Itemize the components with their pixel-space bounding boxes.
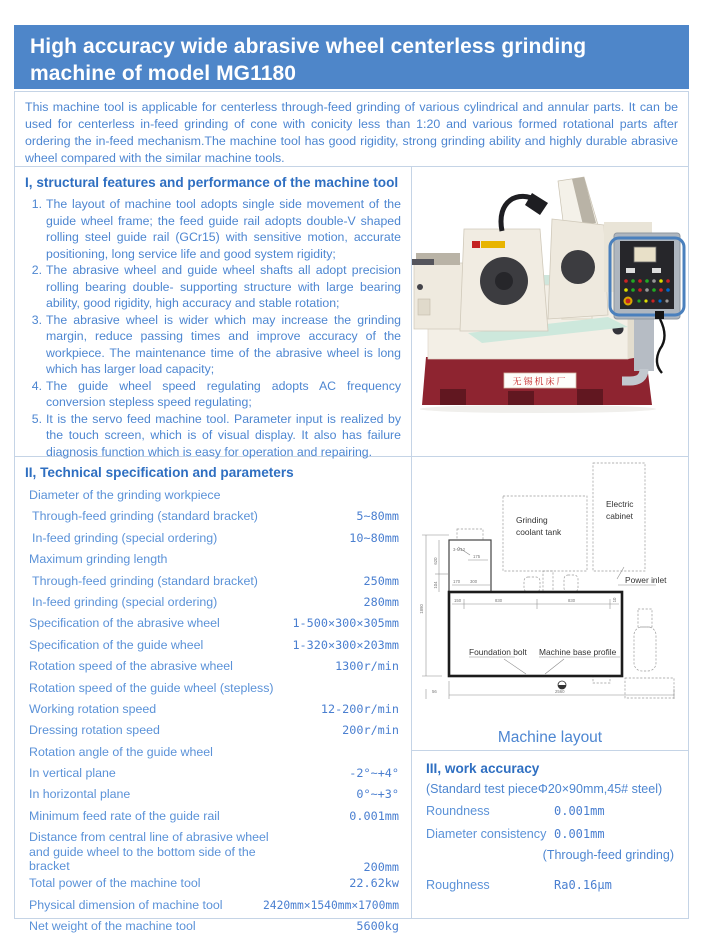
spec-row: [25, 636, 401, 657]
spec-label: Distance from central line of abrasive wheel and guide wheel to the bottom side of the bracket: [29, 830, 269, 874]
page-title: High accuracy wide abrasive wheel centerless grinding machine of model MG1180: [30, 35, 587, 85]
label-electric-cabinet-2: cabinet: [606, 511, 634, 521]
spec-row: [25, 507, 401, 528]
accuracy-label: Diameter consistency: [426, 826, 547, 841]
spec-row: [25, 614, 401, 635]
dim-175: 175: [473, 554, 481, 559]
spec-row: [25, 785, 401, 806]
dim-2560: 2560: [555, 689, 565, 694]
spec-value: 1300r/min: [335, 659, 399, 674]
label-coolant-tank-2: coolant tank: [516, 527, 562, 537]
spec-row: [25, 679, 401, 700]
section1-heading: I, structural features and performance of the machine tool: [25, 175, 399, 190]
section-structural-features: [15, 167, 411, 457]
section-technical-specification: [15, 457, 411, 938]
section3-heading: III, work accuracy: [426, 761, 540, 776]
spec-value: 0.001mm: [349, 808, 399, 823]
spec-row: [25, 721, 401, 742]
spec-label: Net weight of the machine tool: [29, 918, 196, 933]
intro-paragraph: This machine tool is applicable for centerless through-feed grinding of various cylindrical and annular parts. It can be used for centerless in-feed grinding of cone with conicity less than 1:20 and various formed rotational parts after ordering the in-feed mechanism.The machine tool has good rigidity, strong grinding ability and highly durable abrasive wheel compared with the similar machine tools.: [14, 91, 689, 167]
spec-row: [25, 700, 401, 721]
content-area: [14, 25, 689, 933]
spec-row: [25, 486, 401, 507]
spec-row: [25, 657, 401, 678]
feature-number: 5.: [31, 411, 42, 426]
section2-heading: II, Technical specification and parameters: [25, 465, 294, 480]
title-banner: [14, 25, 689, 89]
spec-label: In-feed grinding (special ordering): [32, 594, 218, 609]
label-foundation-bolt: Foundation bolt: [469, 647, 527, 657]
feature-number: 3.: [31, 312, 42, 327]
spec-row: [25, 764, 401, 785]
spec-value: 280mm: [363, 594, 399, 609]
spec-row: [25, 917, 401, 938]
spec-row: [25, 743, 401, 764]
machine-layout-diagram: [412, 459, 688, 723]
dim-150: 150: [454, 598, 462, 603]
spec-row: [25, 807, 401, 828]
spec-label: Through-feed grinding (standard bracket): [32, 509, 258, 524]
spec-label: Through-feed grinding (standard bracket): [32, 573, 258, 588]
spec-label: In-feed grinding (special ordering): [32, 530, 218, 545]
spec-label: Rotation speed of the abrasive wheel: [29, 659, 233, 674]
accuracy-note: (Through-feed grinding): [542, 847, 674, 862]
dim-1890: 1890: [419, 604, 424, 614]
layout-caption: Machine layout: [497, 729, 603, 746]
spec-table: [25, 486, 401, 938]
spec-row: [25, 529, 401, 550]
spec-row: [25, 593, 401, 614]
dim-56: 56: [432, 689, 437, 694]
spec-label: Total power of the machine tool: [29, 876, 201, 891]
accuracy-label: Roughness: [426, 877, 490, 892]
feature-text: The guide wheel speed regulating adopts AC frequency conversion stepless speed regulating;: [46, 378, 401, 410]
spec-row: [25, 828, 401, 874]
accuracy-row: [426, 878, 676, 892]
spec-value: 2420mm×1540mm×1700mm: [262, 898, 399, 912]
right-column: [412, 167, 688, 918]
dim-300: 300: [470, 579, 478, 584]
dim-104: 104: [433, 581, 438, 589]
machine-photo: [412, 167, 688, 435]
label-electric-cabinet: Electric: [606, 499, 634, 509]
dim-830a: 830: [495, 598, 503, 603]
feature-item: [25, 262, 401, 312]
spec-value: 250mm: [363, 573, 399, 588]
feature-number: 2.: [31, 263, 42, 278]
spec-label: Rotation angle of the guide wheel: [29, 744, 213, 759]
dim-620: 620: [433, 557, 438, 565]
spec-label: Minimum feed rate of the guide rail: [29, 808, 220, 823]
spec-value: 0°~+3°: [356, 787, 399, 802]
label-power-inlet: Power inlet: [625, 575, 667, 585]
dim-170: 170: [453, 579, 461, 584]
feature-number: 1.: [31, 196, 42, 211]
spec-label: Working rotation speed: [29, 701, 157, 716]
spec-row: [25, 550, 401, 571]
spec-row: [25, 874, 401, 895]
spec-value: 5~80mm: [356, 509, 399, 524]
spec-value: 12-200r/min: [320, 701, 399, 716]
spec-label: Specification of the abrasive wheel: [29, 616, 220, 631]
spec-value: 200r/min: [342, 723, 399, 738]
spec-label: Diameter of the grinding workpiece: [29, 487, 221, 502]
left-column: [15, 167, 412, 933]
feature-text: The layout of machine tool adopts single side movement of the guide wheel frame; the feed guide rail adopts double-V shaped rolling steel guide rail (GCr15) with sensitive motion, accurate positioning, long service life and good system rigidity;: [46, 196, 401, 261]
feature-item: [25, 312, 401, 378]
main-frame: [14, 167, 689, 933]
spec-value: 200mm: [363, 860, 399, 875]
label-coolant-tank: Grinding: [516, 515, 548, 525]
spec-label: Dressing rotation speed: [29, 723, 160, 738]
feature-text: It is the servo feed machine tool. Parameter input is realized by the touch screen, which is of visual display. It also has failure diagnosis function which is easy for operation and repairing.: [46, 411, 401, 459]
spec-label: Maximum grinding length: [29, 552, 168, 567]
nameplate-text: 无锡机床厂: [512, 376, 568, 387]
dim-bolt-spec: 3-M12: [453, 547, 466, 552]
spec-value: -2°~+4°: [349, 766, 399, 781]
accuracy-value: 0.001mm: [554, 803, 605, 818]
spec-row: [25, 572, 401, 593]
spec-value: 5600kg: [356, 918, 399, 933]
section-work-accuracy: [412, 751, 688, 918]
accuracy-value: Ra0.16μm: [554, 877, 612, 892]
spec-label: In horizontal plane: [29, 787, 131, 802]
machine-layout-panel: [412, 457, 688, 751]
accuracy-subtitle: (Standard test pieceΦ20×90mm,45# steel): [426, 781, 663, 796]
spec-label: Rotation speed of the guide wheel (stepless): [29, 680, 274, 695]
feature-number: 4.: [31, 378, 42, 393]
feature-item: [25, 411, 401, 461]
spec-value: 1-500×300×305mm: [292, 616, 399, 631]
accuracy-label: Roundness: [426, 803, 490, 818]
spec-label: Specification of the guide wheel: [29, 637, 204, 652]
spec-value: 1-320×300×203mm: [292, 637, 399, 652]
dim-830b: 830: [568, 598, 576, 603]
spec-row: [25, 896, 401, 917]
spec-value: 10~80mm: [349, 530, 399, 545]
machine-photo-panel: [412, 167, 688, 457]
spec-value: 22.62kw: [349, 876, 399, 891]
spec-label: Physical dimension of machine tool: [29, 897, 223, 912]
feature-text: The abrasive wheel is wider which may increase the grinding margin, reduce passing times and improve accuracy of the workpiece. The maintenance time of the abrasive wheel is long which has larger load capacity;: [46, 312, 401, 377]
feature-text: The abrasive wheel and guide wheel shafts all adopt precision rolling bearing double- supporting structure with large bearing ability, good rigidity, high accuracy and stable rotation;: [46, 263, 401, 311]
accuracy-row: [426, 827, 676, 841]
label-base-profile: Machine base profile: [539, 647, 617, 657]
spec-label: In vertical plane: [29, 766, 116, 781]
accuracy-row: [426, 804, 676, 818]
accuracy-value: 0.001mm: [554, 826, 605, 841]
feature-item: [25, 196, 401, 262]
feature-item: [25, 378, 401, 411]
dim-10: 10: [612, 597, 617, 603]
